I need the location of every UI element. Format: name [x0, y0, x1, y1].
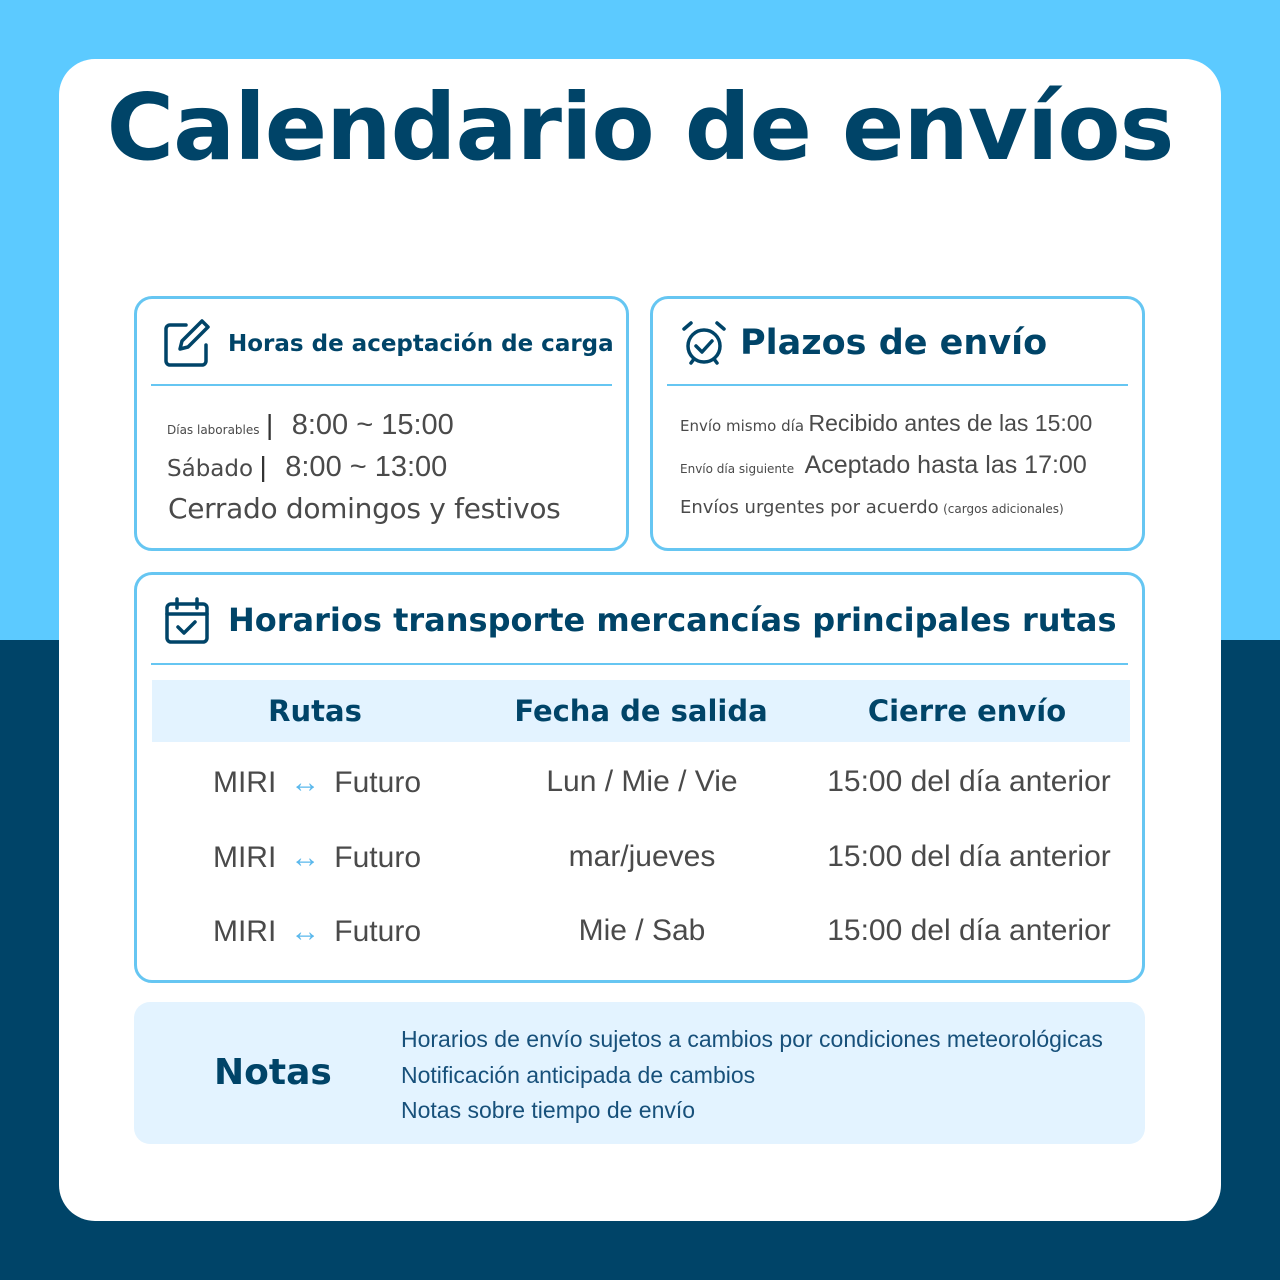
note-item: Horarios de envío sujetos a cambios por condiciones meteorológicas: [401, 1026, 1103, 1052]
table-header: [152, 680, 1130, 742]
departure-cell: Mie / Sab: [578, 914, 706, 947]
notes-panel: [134, 1002, 1145, 1144]
divider: [151, 384, 612, 386]
departure-cell: Lun / Mie / Vie: [546, 765, 738, 798]
urgent-row: [680, 493, 1064, 524]
note-item: Notas sobre tiempo de envío: [401, 1097, 696, 1123]
route-from: MIRI: [212, 915, 277, 949]
table-row: [137, 827, 1148, 887]
delivery-terms-panel: [650, 296, 1145, 551]
edit-icon: [162, 317, 214, 374]
column-header-departure: Fecha de salida: [514, 694, 768, 728]
cutoff-cell: 15:00 del día anterior: [827, 840, 1111, 873]
divider: [151, 663, 1128, 665]
cargo-hours-panel: [134, 296, 629, 551]
route-cell: [167, 752, 467, 812]
notes-label: Notas: [214, 1052, 332, 1093]
route-to: Futuro: [334, 841, 422, 875]
weekdays-time: 8:00 ~ 15:00: [291, 409, 454, 441]
closed-note: Cerrado domingos y festivos: [168, 492, 561, 525]
next-day-label: Envío día siguiente: [680, 462, 795, 476]
calendar-check-icon: [164, 597, 210, 650]
bidirectional-arrow-icon: ↔: [290, 841, 321, 875]
table-row: [137, 901, 1148, 961]
alarm-clock-icon: [679, 319, 729, 374]
route-cell: [167, 827, 467, 887]
bidirectional-arrow-icon: ↔: [290, 766, 321, 800]
weekdays-label: Días laborables: [167, 423, 260, 437]
saturday-label: Sábado: [167, 456, 254, 482]
route-to: Futuro: [334, 766, 422, 800]
route-from: MIRI: [212, 766, 277, 800]
delivery-terms-heading: Plazos de envío: [740, 323, 1048, 363]
same-day-value: Recibido antes de las 15:00: [808, 410, 1093, 436]
page-title: Calendario de envíos: [106, 74, 1174, 181]
cutoff-cell: 15:00 del día anterior: [827, 914, 1111, 947]
separator: |: [265, 409, 274, 440]
column-header-routes: Rutas: [268, 694, 362, 728]
schedule-panel: [134, 572, 1145, 983]
route-from: MIRI: [212, 841, 277, 875]
next-day-row: [680, 447, 1087, 487]
schedule-heading: Horarios transporte mercancías principales rutas: [228, 601, 1117, 639]
table-row: [137, 752, 1148, 812]
saturday-row: [167, 449, 447, 485]
note-item: Notificación anticipada de cambios: [401, 1061, 756, 1088]
divider: [667, 384, 1128, 386]
departure-cell: mar/jueves: [568, 840, 716, 873]
separator: |: [259, 451, 267, 482]
next-day-value: Aceptado hasta las 17:00: [804, 451, 1087, 479]
cutoff-cell: 15:00 del día anterior: [827, 765, 1111, 798]
same-day-row: [680, 405, 1092, 445]
saturday-time: 8:00 ~ 13:00: [285, 451, 448, 483]
urgent-text: Envíos urgentes por acuerdo: [680, 497, 939, 518]
weekdays-row: [167, 407, 454, 443]
urgent-note: (cargos adicionales): [943, 502, 1064, 516]
notes-list: [401, 1022, 1103, 1129]
bidirectional-arrow-icon: ↔: [290, 915, 321, 949]
same-day-label: Envío mismo día: [680, 417, 805, 435]
cargo-hours-heading: Horas de aceptación de carga: [228, 331, 614, 357]
route-cell: [167, 901, 467, 961]
column-header-cutoff: Cierre envío: [867, 694, 1067, 728]
route-to: Futuro: [334, 915, 422, 949]
